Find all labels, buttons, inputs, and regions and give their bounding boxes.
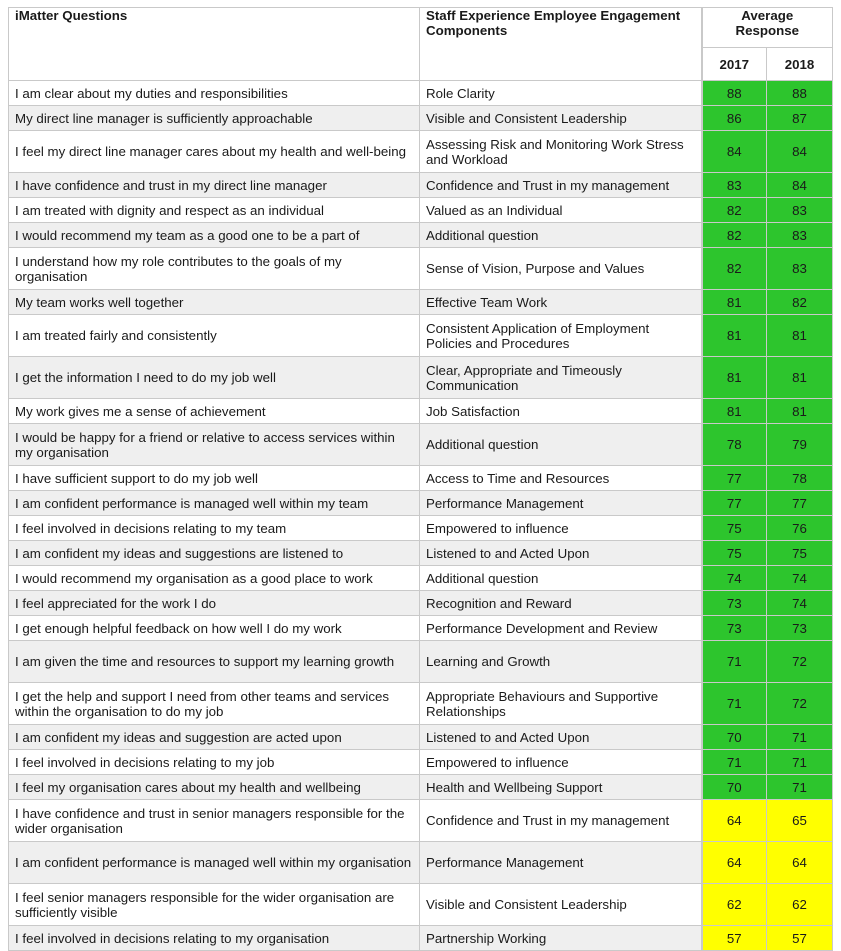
component-cell: Additional question [420,223,702,248]
table-row [9,466,833,491]
component-cell: Confidence and Trust in my management [420,800,702,842]
table-row [9,424,833,466]
table-row [9,775,833,800]
component-cell: Job Satisfaction [420,399,702,424]
score-2017-cell: 62 [702,884,767,926]
question-cell: I have confidence and trust in senior managers responsible for the wider organisation [9,800,420,842]
component-cell: Sense of Vision, Purpose and Values [420,248,702,290]
component-cell: Access to Time and Resources [420,466,702,491]
score-2018-cell: 84 [767,173,833,198]
score-2017-cell: 71 [702,641,767,683]
question-cell: I am treated fairly and consistently [9,315,420,357]
table-row [9,683,833,725]
table-row [9,357,833,399]
component-cell: Confidence and Trust in my management [420,173,702,198]
table-body [9,81,833,951]
score-2017-cell: 81 [702,399,767,424]
score-2018-cell: 73 [767,616,833,641]
component-cell: Recognition and Reward [420,591,702,616]
score-2018-cell: 65 [767,800,833,842]
score-2017-cell: 74 [702,566,767,591]
question-cell: I am confident performance is managed well within my organisation [9,842,420,884]
question-cell: I feel appreciated for the work I do [9,591,420,616]
header-year-2017: 2017 [702,48,767,81]
score-2018-cell: 72 [767,683,833,725]
table-row [9,884,833,926]
score-2018-cell: 74 [767,566,833,591]
score-2017-cell: 73 [702,591,767,616]
score-2017-cell: 70 [702,775,767,800]
component-cell: Effective Team Work [420,290,702,315]
score-2017-cell: 83 [702,173,767,198]
component-cell: Valued as an Individual [420,198,702,223]
table-row [9,616,833,641]
component-cell: Learning and Growth [420,641,702,683]
score-2018-cell: 82 [767,290,833,315]
question-cell: I get the information I need to do my job well [9,357,420,399]
score-2017-cell: 71 [702,683,767,725]
score-2018-cell: 83 [767,198,833,223]
score-2018-cell: 83 [767,223,833,248]
score-2018-cell: 72 [767,641,833,683]
score-2018-cell: 87 [767,106,833,131]
score-2017-cell: 78 [702,424,767,466]
score-2017-cell: 81 [702,357,767,399]
score-2017-cell: 81 [702,315,767,357]
table-row [9,641,833,683]
score-2018-cell: 88 [767,81,833,106]
component-cell: Empowered to influence [420,516,702,541]
score-2018-cell: 81 [767,357,833,399]
component-cell: Visible and Consistent Leadership [420,106,702,131]
table-row [9,725,833,750]
table-row [9,106,833,131]
score-2017-cell: 73 [702,616,767,641]
table-row [9,516,833,541]
question-cell: I am confident performance is managed well within my team [9,491,420,516]
header-average-response: Average Response [702,8,833,48]
score-2018-cell: 76 [767,516,833,541]
score-2017-cell: 71 [702,750,767,775]
score-2017-cell: 82 [702,248,767,290]
question-cell: My work gives me a sense of achievement [9,399,420,424]
component-cell: Performance Development and Review [420,616,702,641]
table-row [9,842,833,884]
table-row [9,131,833,173]
question-cell: I get enough helpful feedback on how well I do my work [9,616,420,641]
score-2017-cell: 70 [702,725,767,750]
table-row [9,926,833,951]
table-row [9,290,833,315]
score-2017-cell: 77 [702,491,767,516]
score-2018-cell: 74 [767,591,833,616]
question-cell: I get the help and support I need from other teams and services within the organisation to do my job [9,683,420,725]
header-year-2018: 2018 [767,48,833,81]
header-questions: iMatter Questions [9,8,420,81]
score-2017-cell: 75 [702,541,767,566]
component-cell: Assessing Risk and Monitoring Work Stress and Workload [420,131,702,173]
table-row [9,800,833,842]
question-cell: I am confident my ideas and suggestion are acted upon [9,725,420,750]
score-2017-cell: 75 [702,516,767,541]
component-cell: Additional question [420,424,702,466]
score-2018-cell: 64 [767,842,833,884]
score-2018-cell: 57 [767,926,833,951]
question-cell: I am confident my ideas and suggestions are listened to [9,541,420,566]
score-2018-cell: 71 [767,775,833,800]
score-2018-cell: 71 [767,750,833,775]
question-cell: I feel my direct line manager cares about my health and well-being [9,131,420,173]
component-cell: Consistent Application of Employment Policies and Procedures [420,315,702,357]
question-cell: My direct line manager is sufficiently approachable [9,106,420,131]
question-cell: I am treated with dignity and respect as an individual [9,198,420,223]
table-row [9,315,833,357]
question-cell: I understand how my role contributes to the goals of my organisation [9,248,420,290]
question-cell: I feel involved in decisions relating to my organisation [9,926,420,951]
header-row [9,8,833,48]
table-row [9,566,833,591]
component-cell: Additional question [420,566,702,591]
header-components: Staff Experience Employee Engagement Components [420,8,702,81]
score-2017-cell: 81 [702,290,767,315]
table-row [9,541,833,566]
score-2017-cell: 64 [702,800,767,842]
question-cell: I feel my organisation cares about my health and wellbeing [9,775,420,800]
question-cell: I would be happy for a friend or relative to access services within my organisation [9,424,420,466]
question-cell: My team works well together [9,290,420,315]
component-cell: Role Clarity [420,81,702,106]
question-cell: I am clear about my duties and responsibilities [9,81,420,106]
component-cell: Appropriate Behaviours and Supportive Relationships [420,683,702,725]
score-2017-cell: 82 [702,198,767,223]
table-row [9,248,833,290]
table-row [9,173,833,198]
question-cell: I would recommend my organisation as a good place to work [9,566,420,591]
table-row [9,399,833,424]
table-row [9,750,833,775]
score-2017-cell: 88 [702,81,767,106]
table-row [9,591,833,616]
score-2017-cell: 84 [702,131,767,173]
imatter-results-table [8,7,833,951]
question-cell: I am given the time and resources to support my learning growth [9,641,420,683]
score-2017-cell: 86 [702,106,767,131]
score-2018-cell: 84 [767,131,833,173]
component-cell: Listened to and Acted Upon [420,541,702,566]
score-2017-cell: 64 [702,842,767,884]
score-2017-cell: 82 [702,223,767,248]
component-cell: Listened to and Acted Upon [420,725,702,750]
score-2018-cell: 77 [767,491,833,516]
component-cell: Partnership Working [420,926,702,951]
question-cell: I feel involved in decisions relating to my team [9,516,420,541]
question-cell: I have confidence and trust in my direct line manager [9,173,420,198]
score-2018-cell: 83 [767,248,833,290]
component-cell: Empowered to influence [420,750,702,775]
table-row [9,491,833,516]
question-cell: I would recommend my team as a good one to be a part of [9,223,420,248]
question-cell: I feel involved in decisions relating to my job [9,750,420,775]
component-cell: Performance Management [420,491,702,516]
score-2017-cell: 77 [702,466,767,491]
component-cell: Clear, Appropriate and Timeously Communication [420,357,702,399]
score-2018-cell: 71 [767,725,833,750]
component-cell: Visible and Consistent Leadership [420,884,702,926]
component-cell: Performance Management [420,842,702,884]
score-2018-cell: 81 [767,399,833,424]
question-cell: I feel senior managers responsible for the wider organisation are sufficiently visible [9,884,420,926]
question-cell: I have sufficient support to do my job well [9,466,420,491]
score-2018-cell: 81 [767,315,833,357]
table-row [9,81,833,106]
score-2018-cell: 78 [767,466,833,491]
score-2017-cell: 57 [702,926,767,951]
score-2018-cell: 75 [767,541,833,566]
score-2018-cell: 62 [767,884,833,926]
score-2018-cell: 79 [767,424,833,466]
table-row [9,198,833,223]
component-cell: Health and Wellbeing Support [420,775,702,800]
table-row [9,223,833,248]
